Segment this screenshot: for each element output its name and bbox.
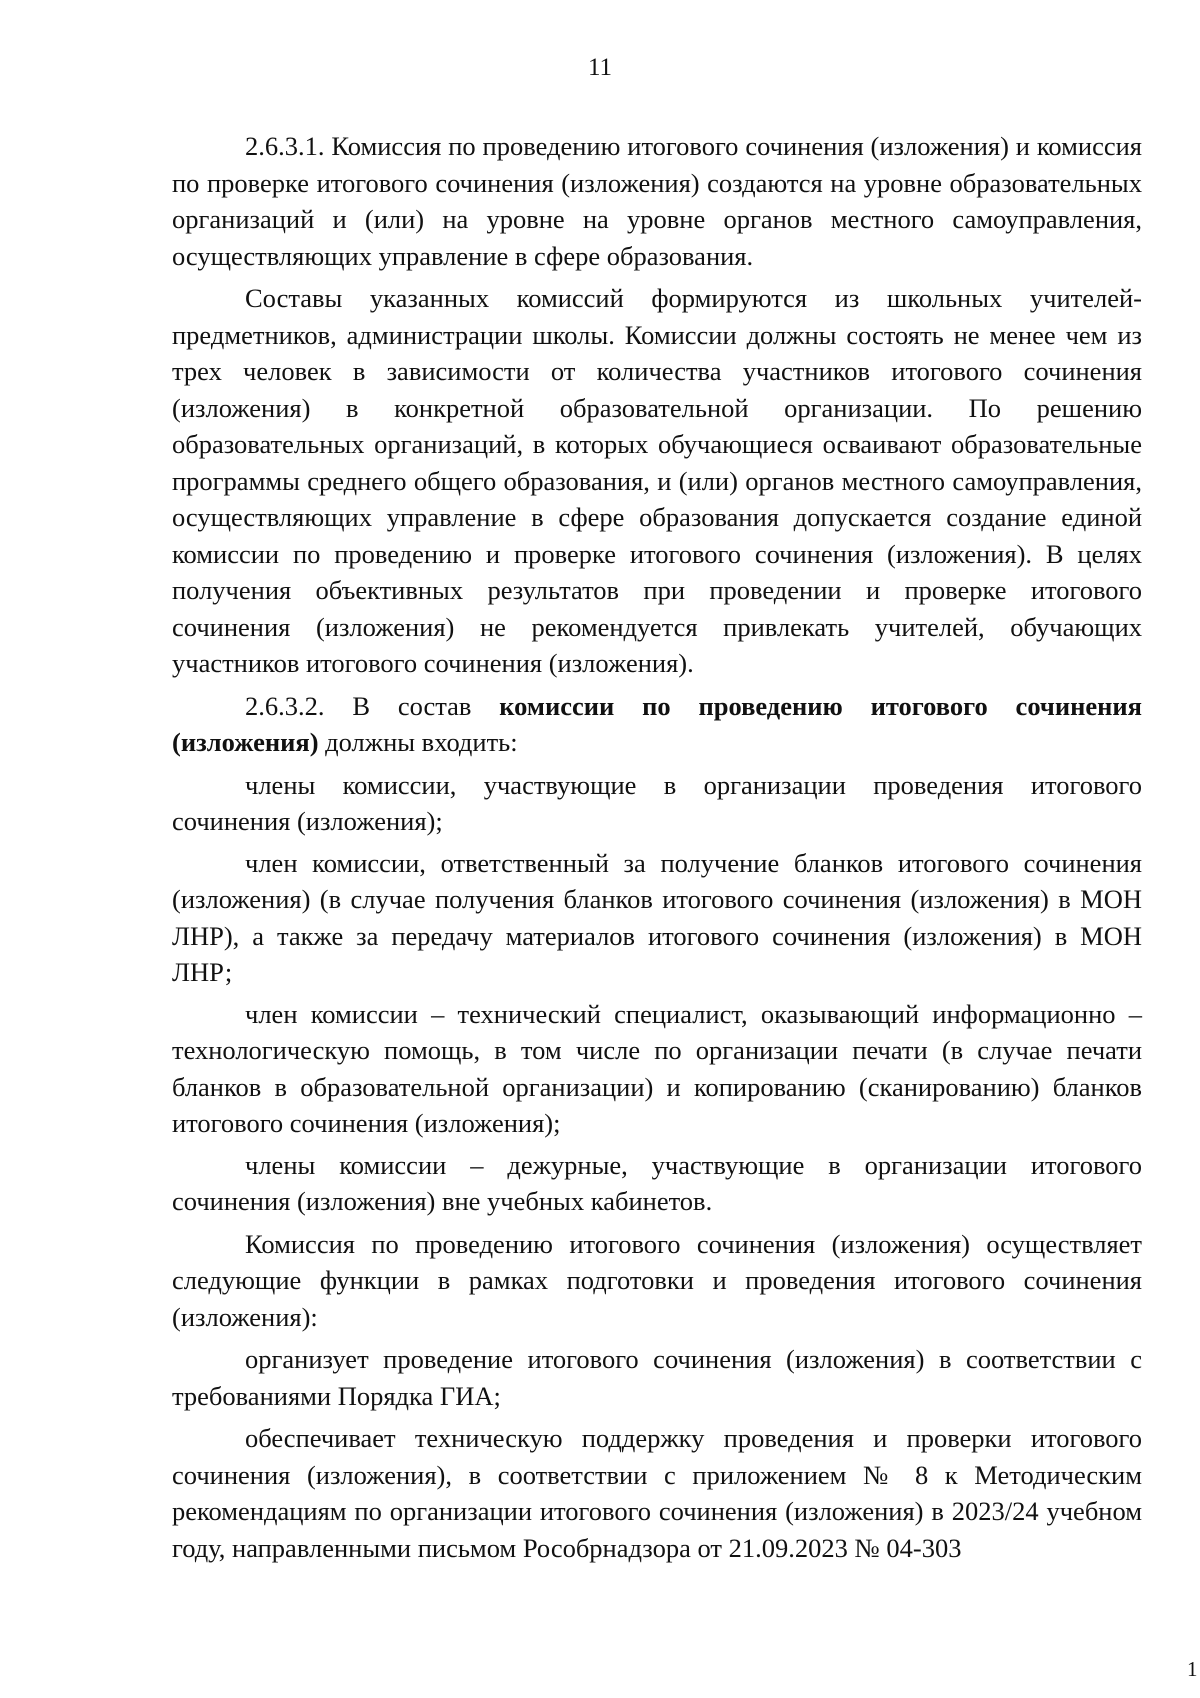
paragraph-2-6-3-2-prefix: 2.6.3.2. В состав <box>245 690 500 721</box>
document-body <box>172 128 1142 1572</box>
page-number: 11 <box>587 54 613 81</box>
edge-mark: 1 <box>1187 1657 1198 1681</box>
paragraph-2-6-3-2 <box>172 688 1142 761</box>
paragraph-commission-functions: Комиссия по проведению итогового сочинения (изложения) осуществляет следующие функции в рамках подготовки и проведения итогового сочинения (изложения): <box>172 1228 1142 1332</box>
list-item-organizes: организует проведение итогового сочинения (изложения) в соответствии с требованиями Порядка ГИА; <box>172 1344 1142 1411</box>
list-item-technical-support: обеспечивает техническую поддержку проведения и проверки итогового сочинения (изложения), в соответствии с приложением № 8 к Методическим рекомендациям по организации итогового сочинения (изложения) в 2023/24 учебном году, направленными письмом Рособрнадзора от 21.09.2023 № 04-303 <box>172 1423 1142 1563</box>
paragraph-2-6-3-1: 2.6.3.1. Комиссия по проведению итогового сочинения (изложения) и комиссия по проверке итогового сочинения (изложения) создаются на уровне образовательных организаций и (или) на уровне на уровне органов местного самоуправления, осуществляющих управление в сфере образования. <box>172 131 1142 271</box>
paragraph-commission-composition: Составы указанных комиссий формируются из школьных учителей-предметников, администрации школы. Комиссии должны состоять не менее чем из трех человек в зависимости от количества участников итогового сочинения (изложения) в конкретной образовательной организации. По решению образовательных организаций, в которых обучающиеся осваивают образовательные программы среднего общего образования, и (или) органов местного самоуправления, осуществляющих управление в сфере образования допускается создание единой комиссии по проведению и проверке итогового сочинения (изложения). В целях получения объективных результатов при проведении и проверке итогового сочинения (изложения) не рекомендуется привлекать учителей, обучающих участников итогового сочинения (изложения). <box>172 283 1142 678</box>
list-item-responsible-member: член комиссии, ответственный за получение бланков итогового сочинения (изложения) (в случае получения бланков итогового сочинения (изложения) в МОН ЛНР), а также за передачу материалов итогового сочинения (изложения) в МОН ЛНР; <box>172 847 1142 987</box>
list-item-duty-members: члены комиссии – дежурные, участвующие в организации итогового сочинения (изложения) вне учебных кабинетов. <box>172 1149 1142 1216</box>
list-item-members: члены комиссии, участвующие в организации проведения итогового сочинения (изложения); <box>172 769 1142 836</box>
paragraph-2-6-3-2-suffix: должны входить: <box>318 727 518 757</box>
list-item-technical-specialist: член комиссии – технический специалист, оказывающий информационно – технологическую помощь, в том числе по организации печати (в случае печати бланков в образовательной организации) и копированию (сканированию) бланков итогового сочинения (изложения); <box>172 998 1142 1138</box>
paragraph-2-6-3-2-bold: комиссии по проведению итогового сочинения (изложения) <box>172 690 1142 757</box>
